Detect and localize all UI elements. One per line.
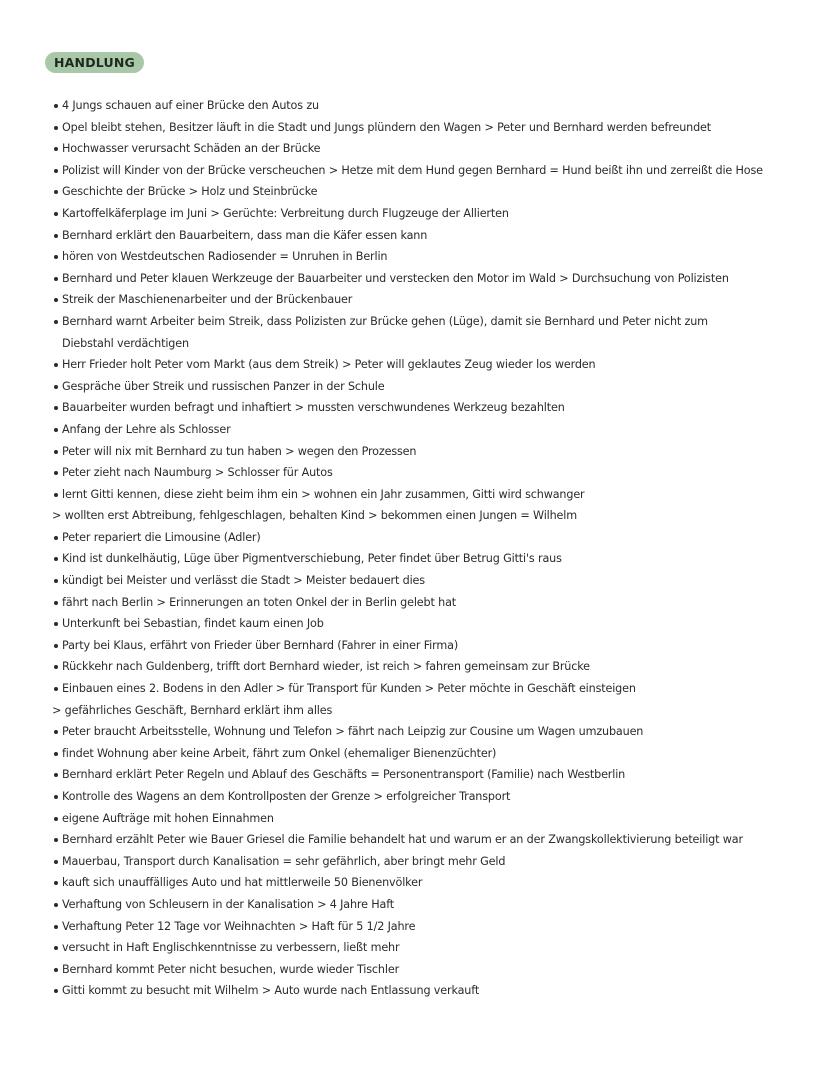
bullet-item: Peter braucht Arbeitsstelle, Wohnung und Telefon > fährt nach Leipzig zur Cousine um Wagen umzubauen xyxy=(52,721,812,743)
bullet-item: Verhaftung von Schleusern in der Kanalisation > 4 Jahre Haft xyxy=(52,894,812,916)
bullet-item: Peter will nix mit Bernhard zu tun haben > wegen den Prozessen xyxy=(52,441,812,463)
bullet-item: versucht in Haft Englischkenntnisse zu verbessern, ließt mehr xyxy=(52,937,812,959)
bullet-item: Party bei Klaus, erfährt von Frieder über Bernhard (Fahrer in einer Firma) xyxy=(52,635,812,657)
bullet-item: Herr Frieder holt Peter vom Markt (aus dem Streik) > Peter will geklautes Zeug wieder los werden xyxy=(52,354,812,376)
bullet-item: lernt Gitti kennen, diese zieht beim ihm ein > wohnen ein Jahr zusammen, Gitti wird schwanger xyxy=(52,484,812,506)
bullet-item: fährt nach Berlin > Erinnerungen an toten Onkel der in Berlin gelebt hat xyxy=(52,592,812,614)
bullet-item: hören von Westdeutschen Radiosender = Unruhen in Berlin xyxy=(52,246,812,268)
bullet-item: Gespräche über Streik und russischen Panzer in der Schule xyxy=(52,376,812,398)
plot-notes-list xyxy=(52,95,812,1002)
bullet-item: 4 Jungs schauen auf einer Brücke den Autos zu xyxy=(52,95,812,117)
bullet-item: Kind ist dunkelhäutig, Lüge über Pigmentverschiebung, Peter findet über Betrug Gitti's raus xyxy=(52,548,812,570)
bullet-item: Polizist will Kinder von der Brücke verscheuchen > Hetze mit dem Hund gegen Bernhard = Hund beißt ihn und zerreißt die Hose xyxy=(52,160,812,182)
bullet-item: kündigt bei Meister und verlässt die Stadt > Meister bedauert dies xyxy=(52,570,812,592)
bullet-item: Einbauen eines 2. Bodens in den Adler > für Transport für Kunden > Peter möchte in Geschäft einsteigen xyxy=(52,678,812,700)
bullet-item: eigene Aufträge mit hohen Einnahmen xyxy=(52,808,812,830)
bullet-item: Bernhard erklärt Peter Regeln und Ablauf des Geschäfts = Personentransport (Familie) nach Westberlin xyxy=(52,764,812,786)
section-heading-badge: HANDLUNG xyxy=(45,52,144,73)
continuation-line: > gefährliches Geschäft, Bernhard erklärt ihm alles xyxy=(52,703,333,717)
continuation-line: > wollten erst Abtreibung, fehlgeschlagen, behalten Kind > bekommen einen Jungen = Wilhelm xyxy=(52,509,577,523)
bullet-item: Bernhard erklärt den Bauarbeitern, dass man die Käfer essen kann xyxy=(52,225,812,247)
bullet-item: Unterkunft bei Sebastian, findet kaum einen Job xyxy=(52,613,812,635)
bullet-item: Kontrolle des Wagens an dem Kontrollposten der Grenze > erfolgreicher Transport xyxy=(52,786,812,808)
bullet-item: Bernhard kommt Peter nicht besuchen, wurde wieder Tischler xyxy=(52,959,812,981)
bullet-item: kauft sich unauffälliges Auto und hat mittlerweile 50 Bienenvölker xyxy=(52,872,812,894)
bullet-item: Streik der Maschienenarbeiter und der Brückenbauer xyxy=(52,289,812,311)
bullet-item: Rückkehr nach Guldenberg, trifft dort Bernhard wieder, ist reich > fahren gemeinsam zur Brücke xyxy=(52,656,812,678)
bullet-item: Peter zieht nach Naumburg > Schlosser für Autos xyxy=(52,462,812,484)
bullet-item: Bernhard und Peter klauen Werkzeuge der Bauarbeiter und verstecken den Motor im Wald > Durchsuchung von Polizisten xyxy=(52,268,812,290)
bullet-item: Kartoffelkäferplage im Juni > Gerüchte: Verbreitung durch Flugzeuge der Allierten xyxy=(52,203,812,225)
bullet-item: Gitti kommt zu besucht mit Wilhelm > Auto wurde nach Entlassung verkauft xyxy=(52,980,812,1002)
bullet-item: Opel bleibt stehen, Besitzer läuft in die Stadt und Jungs plündern den Wagen > Peter und Bernhard werden befreundet xyxy=(52,117,812,139)
bullet-item: Anfang der Lehre als Schlosser xyxy=(52,419,812,441)
bullet-item: findet Wohnung aber keine Arbeit, fährt zum Onkel (ehemaliger Bienenzüchter) xyxy=(52,743,812,765)
bullet-item: Bauarbeiter wurden befragt und inhaftiert > mussten verschwundenes Werkzeug bezahlten xyxy=(52,397,812,419)
bullet-item: Peter repariert die Limousine (Adler) xyxy=(52,527,812,549)
bullet-item: Geschichte der Brücke > Holz und Steinbrücke xyxy=(52,181,812,203)
bullet-item: Verhaftung Peter 12 Tage vor Weihnachten > Haft für 5 1/2 Jahre xyxy=(52,916,812,938)
bullet-item: Hochwasser verursacht Schäden an der Brücke xyxy=(52,138,812,160)
continuation-line: Diebstahl verdächtigen xyxy=(62,336,189,350)
bullet-item: Bernhard warnt Arbeiter beim Streik, dass Polizisten zur Brücke gehen (Lüge), damit sie Bernhard und Peter nicht zum xyxy=(52,311,812,333)
bullet-item: Mauerbau, Transport durch Kanalisation = sehr gefährlich, aber bringt mehr Geld xyxy=(52,851,812,873)
bullet-item: Bernhard erzählt Peter wie Bauer Griesel die Familie behandelt hat und warum er an der Zwangskollektivierung beteiligt war xyxy=(52,829,812,851)
